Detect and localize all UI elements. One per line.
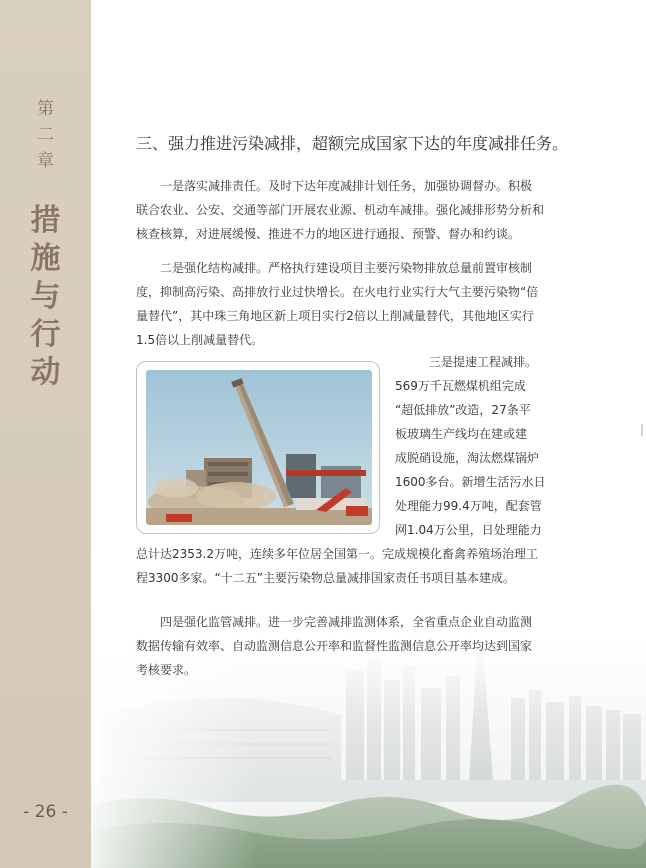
paragraph-responsibility <box>136 174 610 246</box>
chapter-title-char: 施 <box>30 241 61 276</box>
section-heading: 三、强力推进污染减排，超额完成国家下达的年度减排任务。 <box>136 134 569 153</box>
text-line: 联合农业、公安、交通等部门开展农业源、机动车减排。强化减排形势分析和 <box>136 203 545 217</box>
chapter-title-char: 与 <box>30 279 61 314</box>
chapter-char: 第 <box>37 99 54 119</box>
text-line: 1.5倍以上削减量替代。 <box>136 333 264 347</box>
text-line: 一是落实减排责任。及时下达年度减排计划任务，加强协调督办。积极 <box>160 179 533 193</box>
text-line: 处理能力99.4万吨，配套管 <box>395 499 542 513</box>
text-line: 数据传输有效率、自动监测信息公开率和监督性监测信息公开率均达到国家 <box>136 639 533 653</box>
paragraph-engineering-side <box>395 350 551 542</box>
chapter-char: 章 <box>37 151 54 171</box>
paragraph-supervision <box>136 610 610 682</box>
text-line: 四是强化监管减排。进一步完善减排监测体系，全省重点企业自动监测 <box>160 615 533 629</box>
text-line: 程3300多家。“十二五”主要污染物总量减排国家责任书项目基本建成。 <box>136 571 515 585</box>
text-line: 考核要求。 <box>136 663 197 677</box>
text-line: 网1.04万公里，日处理能力 <box>395 523 542 537</box>
text-line: 二是强化结构减排。严格执行建设项目主要污染物排放总量前置审核制 <box>160 261 533 275</box>
chapter-char: 二 <box>37 125 54 145</box>
text-line: 核查核算，对进展缓慢、推进不力的地区进行通报、预警、督办和约谈。 <box>136 227 521 241</box>
text-line: 成脱硝设施，淘汰燃煤锅炉 <box>395 451 540 465</box>
text-line: 三是提速工程减排。 <box>429 355 538 369</box>
photo-frame <box>136 361 380 534</box>
page-number: - 26 - <box>23 802 68 822</box>
chapter-title <box>0 202 91 392</box>
text-line: 量替代”，其中珠三角地区新上项目实行2倍以上削减量替代，其他地区实行 <box>136 309 534 323</box>
chapter-title-char: 动 <box>30 355 61 390</box>
paragraph-engineering-full <box>136 542 610 590</box>
text-line: 度，抑制高污染、高排放行业过快增长。在火电行业实行大气主要污染物“倍 <box>136 285 539 299</box>
chapter-number <box>0 96 91 174</box>
chimney-demolition-photo <box>146 370 372 525</box>
text-line: 总计达2353.2万吨，连续多年位居全国第一。完成规模化畜禽养殖场治理工 <box>136 547 538 561</box>
text-line: “超低排放”改造，27条平 <box>395 403 531 417</box>
text-line: 569万千瓦燃煤机组完成 <box>395 379 526 393</box>
chapter-title-char: 措 <box>30 203 61 238</box>
chapter-sidebar <box>0 0 91 868</box>
chapter-title-char: 行 <box>30 317 61 352</box>
edge-mark <box>641 424 643 436</box>
text-line: 1600多台。新增生活污水日 <box>395 475 546 489</box>
text-line: 板玻璃生产线均在建或建 <box>395 427 528 441</box>
paragraph-structure <box>136 256 610 352</box>
